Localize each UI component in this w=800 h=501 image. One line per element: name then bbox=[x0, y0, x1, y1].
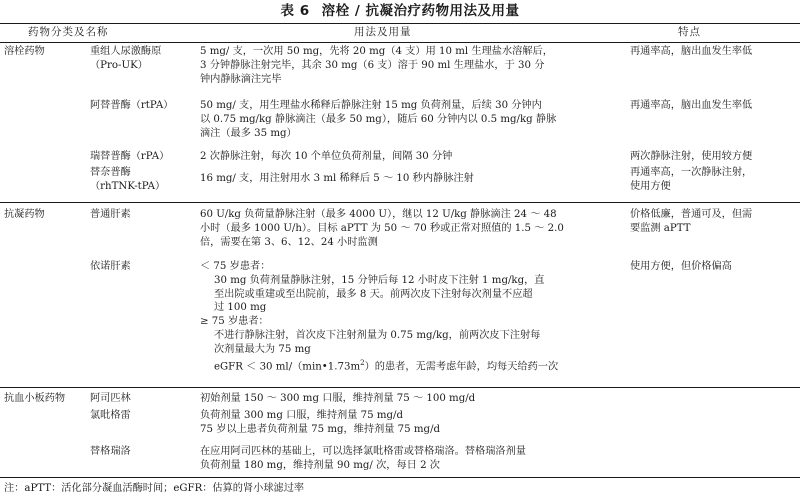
drug-name: 替奈普酶 （rhTNK-tPA） bbox=[90, 167, 166, 192]
section-rule-2 bbox=[0, 387, 800, 388]
usage-age1-detail: 30 mg 负荷剂量静脉注射，15 分钟后每 12 小时皮下注射 1 mg/kg，直 至出院或重建或至出院前，最多 8 天。前两次皮下注射每次剂量不应超 过 100 mg bbox=[214, 274, 545, 314]
usage-cell: ＜ 75 岁患者： 30 mg 负荷剂量静脉注射，15 分钟后每 12 小时皮下注射 1 mg/kg，直 至出院或重建或至出院前，最多 8 天。前两次皮下注射每次剂量不应超 过 100 mg ≥ 75 岁患者： 不进行静脉注射，首次皮下注射剂量为 0.75 mg/kg，前两次皮下注射每 次剂量最大为 75 mg eGFR ＜ 30 $ml/(\min•1.73m^2)$的患者，无需考虑年龄，均每天给药一次 bbox=[200, 261, 559, 372]
drug-name: 普通肝素 bbox=[90, 209, 131, 220]
header-features: 特点 bbox=[678, 26, 701, 38]
table-footnote: 注：aPTT：活化部分凝血活酶时间；eGFR：估算的肾小球滤过率 bbox=[4, 483, 305, 494]
usage-cell: 60 U/kg 负荷量静脉注射（最多 4000 U），继以 12 U/kg 静脉滴注 24 ～ 48 小时（最多 1000 U/h）。目标 aPTT 为 50 ～ 70 秒或正常对照值的 1.5 ～ 2.0 倍，需要在第 3、6、12、24 小时监测 bbox=[200, 209, 564, 248]
usage-cell: 2 次静脉注射，每次 10 个单位负荷剂量，间隔 30 分钟 bbox=[200, 151, 453, 162]
bottom-rule bbox=[0, 477, 800, 478]
drug-name: 阿替普酶（rtPA） bbox=[90, 100, 174, 111]
table-number: 表 6 bbox=[280, 3, 310, 19]
egfr-line: eGFR ＜ 30 $ml/(\min•1.73m^2)$的患者，无需考虑年龄，均每天给药一次 bbox=[214, 358, 559, 372]
header-rule bbox=[0, 42, 800, 43]
usage-age2-detail: 不进行静脉注射，首次皮下注射剂量为 0.75 mg/kg，前两次皮下注射每 次剂量最大为 75 mg eGFR ＜ 30 $ml/(\min•1.73m^2)$的患者，无需考虑年龄，均每天给药一次 bbox=[214, 329, 559, 372]
usage-cell: 初始剂量 150 ～ 300 mg 口服，维持剂量 75 ～ 100 mg/d bbox=[200, 393, 476, 404]
group-thrombolytic: 溶栓药物 bbox=[4, 46, 45, 57]
section-rule-1 bbox=[0, 202, 800, 203]
drug-name: 氯吡格雷 bbox=[90, 410, 131, 421]
features-cell: 再通率高，脑出血发生率低 bbox=[630, 100, 753, 111]
header-usage: 用法及用量 bbox=[354, 26, 412, 38]
group-anticoagulant: 抗凝药物 bbox=[4, 209, 45, 220]
usage-cell: 16 mg/ 支，用注射用水 3 ml 稀释后 5 ～ 10 秒内静脉注射 bbox=[200, 173, 474, 184]
table-title bbox=[0, 0, 800, 22]
usage-cell: 5 mg/ 支，一次用 50 mg，先将 20 mg（4 支）用 10 ml 生理盐水溶解后， 3 分钟静脉注射完毕，其余 30 mg（6 支）溶于 90 ml 生理盐水，于 30 分 钟内静脉滴注完毕 bbox=[200, 46, 553, 85]
features-cell: 两次静脉注射，使用较方便 bbox=[630, 151, 753, 162]
header-category: 药物分类及名称 bbox=[28, 26, 109, 38]
usage-cell: 在应用阿司匹林的基础上，可以选择氯吡格雷或替格瑞洛。替格瑞洛剂量 负荷剂量 180 mg，维持剂量 90 mg/ 次，每日 2 次 bbox=[200, 446, 526, 471]
table-title-text: 溶栓 / 抗凝治疗药物用法及用量 bbox=[321, 3, 520, 19]
features-cell: 再通率高，一次静脉注射， 使用方便 bbox=[630, 167, 753, 192]
features-cell: 再通率高，脑出血发生率低 bbox=[630, 46, 753, 57]
drug-name: 依诺肝素 bbox=[90, 261, 131, 272]
usage-cell: 50 mg/ 支，用生理盐水稀释后静脉注射 15 mg 负荷剂量，后续 30 分钟内 以 0.75 mg/kg 静脉滴注（最多 50 mg），随后 60 分钟内以 0.5 mg/kg 静脉 滴注（最多 35 mg） bbox=[200, 100, 557, 139]
drug-name: 瑞替普酶（rPA） bbox=[90, 151, 170, 162]
usage-cell: 负荷剂量 300 mg 口服，维持剂量 75 mg/d 75 岁以上患者负荷剂量 75 mg，维持剂量 75 mg/d bbox=[200, 410, 441, 435]
group-antiplatelet: 抗血小板药物 bbox=[4, 393, 66, 404]
drug-name: 阿司匹林 bbox=[90, 393, 131, 404]
features-cell: 价格低廉，普通可及，但需 要监测 aPTT bbox=[630, 209, 753, 234]
drug-name: 替格瑞洛 bbox=[90, 446, 131, 457]
drug-name: 重组人尿激酶原 （Pro-UK） bbox=[90, 46, 162, 71]
features-cell: 使用方便，但价格偏高 bbox=[630, 261, 732, 272]
